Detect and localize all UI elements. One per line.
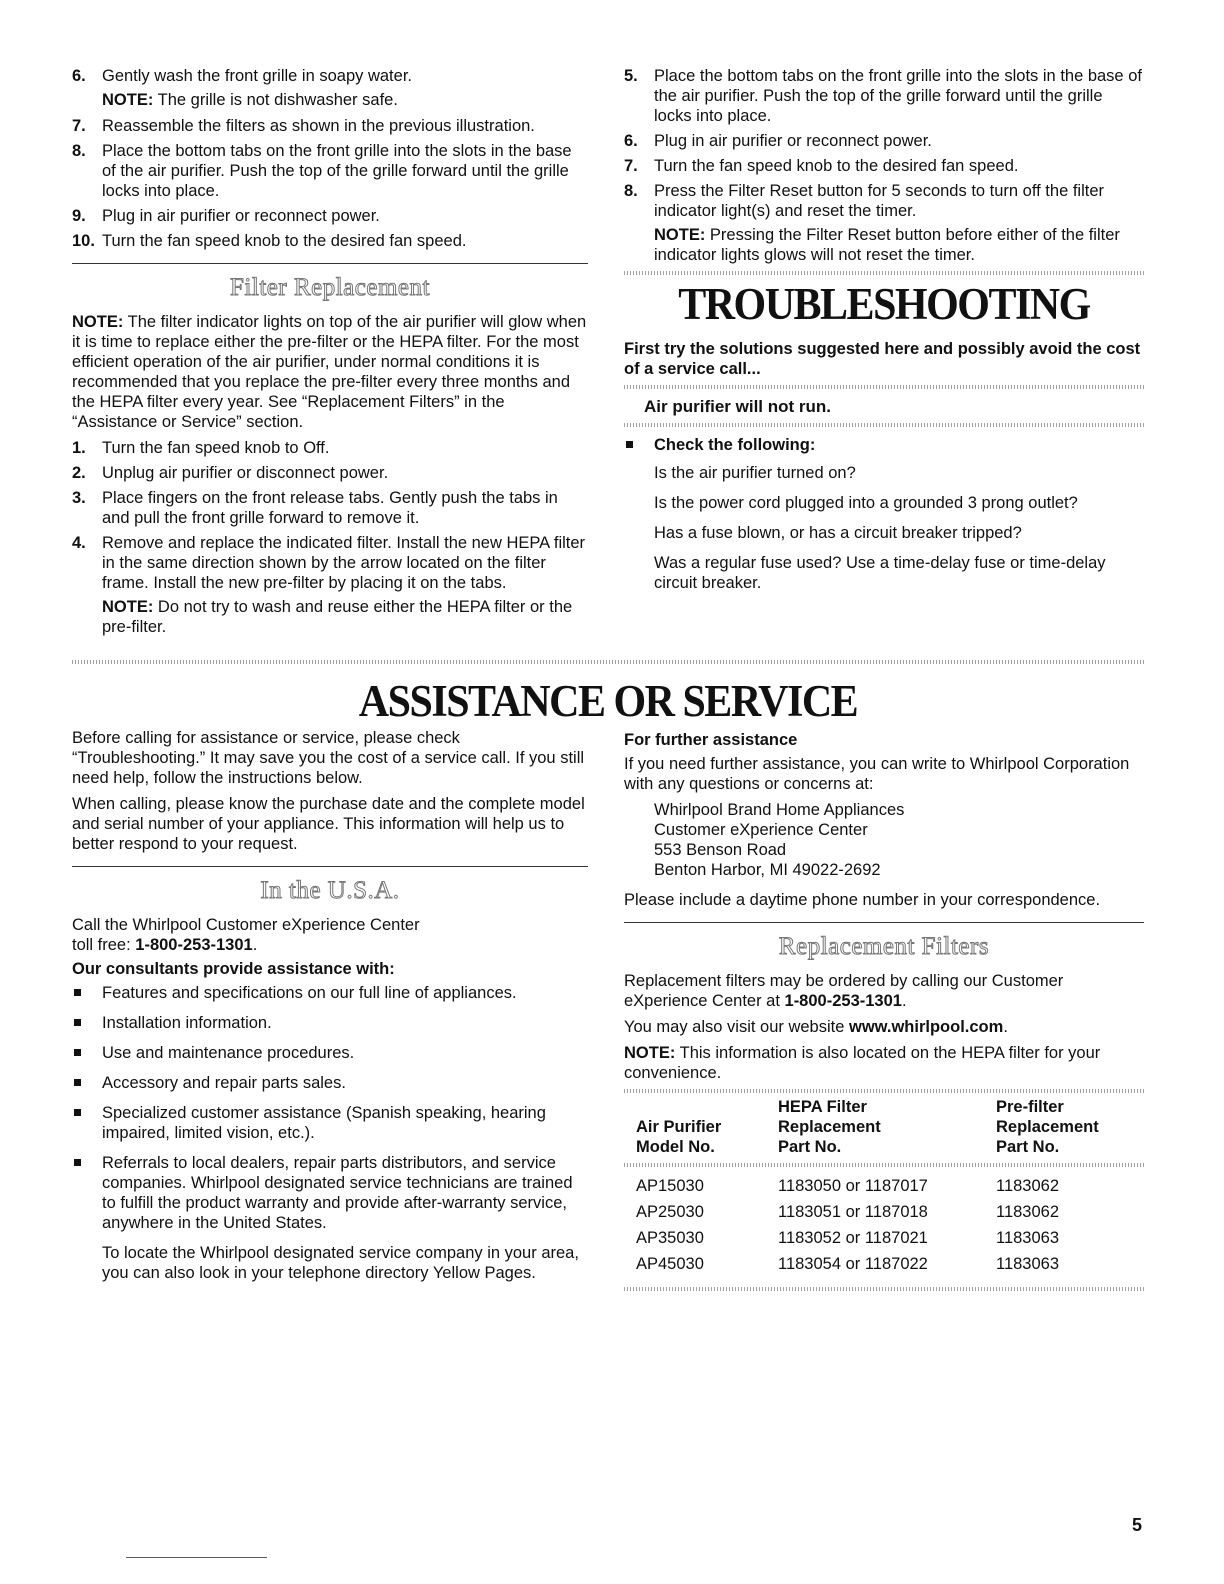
table-header-row — [624, 1097, 1144, 1163]
list-item: Specialized customer assistance (Spanish speaking, hearing impaired, limited vision, etc.). — [72, 1103, 588, 1143]
table-row: AP25030 1183051 or 1187018 1183062 — [636, 1203, 1060, 1221]
grille-note — [102, 90, 588, 110]
parts-table — [624, 1097, 1144, 1277]
note-text: This information is also located on the HEPA filter for your convenience. — [624, 1044, 1101, 1082]
check-item: Has a fuse blown, or has a circuit breaker tripped? — [654, 524, 1022, 542]
bottom-left-column — [72, 728, 588, 1293]
list-item — [624, 435, 1144, 593]
filter-note — [72, 312, 588, 432]
address-line: Customer eXperience Center — [654, 821, 868, 839]
header-hepa: HEPA Filter Replacement Part No. — [778, 1098, 881, 1156]
table-row: AP35030 1183052 or 1187021 1183063 — [636, 1229, 1060, 1247]
assistance-bullets — [72, 983, 588, 1283]
step-text: Press the Filter Reset button for 5 seconds to turn off the filter indicator light(s) and reset the timer. — [654, 182, 1105, 220]
top-right-column — [624, 66, 1144, 603]
step-text: Plug in air purifier or reconnect power. — [654, 132, 932, 150]
step-text: Remove and replace the indicated filter. Install the new HEPA filter in the same direction shown by the arrow located on the filter frame. Install the new pre-filter by placing it on the tabs. — [102, 534, 586, 592]
usa-heading: In the U.S.A. — [260, 877, 400, 904]
further-closing: Please include a daytime phone number in your correspondence. — [624, 891, 1101, 909]
further-assistance-label: For further assistance — [624, 731, 798, 749]
reset-note — [654, 225, 1144, 265]
step-text: Place fingers on the front release tabs. Gently push the tabs in and pull the front grille forward to remove it. — [102, 489, 558, 527]
list-item: 5. Place the bottom tabs on the front grille into the slots in the base of the air purifier. Push the top of the grille forward until the grille locks into place. — [624, 67, 1142, 125]
list-item: 8. Place the bottom tabs on the front grille into the slots in the base of the air purifier. Push the top of the grille forward until the grille locks into place. — [72, 142, 572, 200]
list-item: 2. Unplug air purifier or disconnect power. — [72, 464, 389, 482]
table-row: AP45030 1183054 or 1187022 1183063 — [636, 1255, 1060, 1273]
address-line: Benton Harbor, MI 49022-2692 — [654, 861, 881, 879]
list-item: 1. Turn the fan speed knob to Off. — [72, 439, 330, 457]
order-info: Replacement filters may be ordered by calling our Customer eXperience Center at 1-800-253-1301. — [624, 972, 1064, 1010]
assistance-para-2: When calling, please know the purchase date and the complete model and serial number of your appliance. This information will help us to better respond to your request. — [72, 795, 585, 853]
step-text: Turn the fan speed knob to the desired fan speed. — [102, 232, 467, 250]
filter-replacement-heading: Filter Replacement — [230, 274, 430, 301]
check-item: Is the power cord plugged into a grounded 3 prong outlet? — [654, 494, 1078, 512]
replacement-filters-heading: Replacement Filters — [778, 933, 990, 960]
check-item: Was a regular fuse used? Use a time-delay fuse or time-delay circuit breaker. — [654, 554, 1106, 592]
bottom-right-column — [624, 730, 1144, 1299]
phone-number: 1-800-253-1301 — [784, 992, 902, 1010]
list-item: 6. Gently wash the front grille in soapy water. NOTE: The grille is not dishwasher safe. — [72, 66, 588, 110]
note-text: Do not try to wash and reuse either the HEPA filter or the pre-filter. — [102, 598, 573, 636]
note-label: NOTE: — [102, 91, 154, 109]
page-number: 5 — [1131, 1515, 1142, 1535]
table-row: AP15030 1183050 or 1187017 1183062 — [636, 1177, 1060, 1195]
assistance-para-1: Before calling for assistance or service, please check “Troubleshooting.” It may save you the cost of a service call. If you still need help, follow the instructions below. — [72, 729, 585, 787]
step-text: Plug in air purifier or reconnect power. — [102, 207, 380, 225]
address-line: 553 Benson Road — [654, 841, 787, 859]
note-text: The grille is not dishwasher safe. — [153, 91, 398, 109]
step-text: Gently wash the front grille in soapy water. — [102, 67, 412, 85]
call-line-2-prefix: toll free: — [72, 936, 136, 954]
locate-text: To locate the Whirlpool designated service company in your area, you can also look in your telephone directory Yellow Pages. — [102, 1244, 579, 1282]
note-label: NOTE: — [102, 598, 154, 616]
address-line: Whirlpool Brand Home Appliances — [654, 801, 905, 819]
troubleshooting-intro: First try the solutions suggested here and possibly avoid the cost of a service call... — [624, 340, 1141, 378]
mailing-address — [624, 800, 1144, 880]
list-item: 3. Place fingers on the front release tabs. Gently push the tabs in and pull the front grille forward to remove it. — [72, 489, 558, 527]
note-text: Pressing the Filter Reset button before either of the filter indicator lights glows will not reset the timer. — [654, 226, 1120, 264]
call-info: Call the Whirlpool Customer eXperience Center toll free: 1-800-253-1301. — [72, 916, 420, 954]
dotted-divider — [624, 1163, 1144, 1167]
dotted-divider — [624, 271, 1144, 275]
list-item: Installation information. — [72, 1013, 588, 1033]
replacement-note — [624, 1043, 1144, 1083]
list-item: Features and specifications on our full line of appliances. — [72, 983, 588, 1003]
list-item: Use and maintenance procedures. — [72, 1043, 588, 1063]
assistance-heading: ASSISTANCE OR SERVICE — [358, 677, 858, 727]
filter-steps-list — [72, 438, 588, 637]
check-label: Check the following: — [654, 436, 816, 454]
dotted-divider — [624, 1089, 1144, 1093]
consultants-label: Our consultants provide assistance with: — [72, 960, 395, 978]
bullet-icon — [74, 1159, 81, 1166]
bullet-icon — [74, 1019, 81, 1026]
further-assistance-text: If you need further assistance, you can write to Whirlpool Corporation with any questions or concerns at: — [624, 755, 1130, 793]
check-item: Is the air purifier turned on? — [654, 464, 856, 482]
check-list — [624, 435, 1144, 593]
list-item: 8. Press the Filter Reset button for 5 seconds to turn off the filter indicator light(s) and reset the timer. NOTE: Pressing the Filter Reset button before either of the filter indicator lights glows will not reset the timer. — [624, 181, 1144, 265]
note-label: NOTE: — [624, 1044, 676, 1062]
footer-rule — [126, 1557, 267, 1558]
top-left-column — [72, 66, 588, 643]
section-divider — [72, 866, 588, 867]
list-item: 7. Turn the fan speed knob to the desired fan speed. — [624, 157, 1019, 175]
section-divider — [624, 922, 1144, 923]
header-model: Air Purifier Model No. — [636, 1118, 722, 1156]
problem-title: Air purifier will not run. — [644, 397, 831, 416]
dotted-divider — [624, 423, 1144, 427]
list-item: 6. Plug in air purifier or reconnect power. — [624, 132, 932, 150]
bullet-icon — [74, 1079, 81, 1086]
dotted-divider — [624, 385, 1144, 389]
call-line-1: Call the Whirlpool Customer eXperience Center — [72, 916, 420, 934]
step-text: Reassemble the filters as shown in the previous illustration. — [102, 117, 535, 135]
step-text: Place the bottom tabs on the front grille into the slots in the base of the air purifier. Push the top of the grille forward until the grille locks into place. — [102, 142, 572, 200]
list-item: Referrals to local dealers, repair parts distributors, and service companies. Whirlpool designated service technicians are trained to fulfill the product warranty and provide after-warranty service, anywhere in the United States. To locate the Whirlpool designated service company in your area, you can also look in your telephone directory Yellow Pages. — [72, 1153, 588, 1283]
note-label: NOTE: — [72, 313, 124, 331]
bullet-icon — [626, 441, 633, 448]
dotted-divider — [72, 660, 1144, 664]
website-link[interactable]: www.whirlpool.com — [849, 1018, 1004, 1036]
website-info: You may also visit our website www.whirlpool.com. — [624, 1018, 1008, 1036]
note-text: The filter indicator lights on top of the air purifier will glow when it is time to replace either the pre-filter or the HEPA filter. For the most efficient operation of the air purifier, under normal conditions it is recommended that you replace the pre-filter every three months and the HEPA filter every year. See “Replacement Filters” in the “Assistance or Service” section. — [72, 313, 587, 431]
step-text: Unplug air purifier or disconnect power. — [102, 464, 389, 482]
grille-steps-list — [72, 66, 588, 251]
bullet-icon — [74, 989, 81, 996]
note-label: NOTE: — [654, 226, 706, 244]
dotted-divider — [624, 1287, 1144, 1291]
phone-number: 1-800-253-1301 — [135, 936, 253, 954]
header-prefilter: Pre-filter Replacement Part No. — [996, 1098, 1099, 1156]
bullet-icon — [74, 1109, 81, 1116]
section-divider — [72, 263, 588, 264]
list-item: 10. Turn the fan speed knob to the desired fan speed. — [72, 232, 467, 250]
list-item: 9. Plug in air purifier or reconnect power. — [72, 207, 380, 225]
step-text: Turn the fan speed knob to the desired fan speed. — [654, 157, 1019, 175]
troubleshooting-heading: TROUBLESHOOTING — [678, 280, 1090, 330]
list-item: 7. Reassemble the filters as shown in the previous illustration. — [72, 117, 535, 135]
reset-steps-list — [624, 66, 1144, 265]
list-item: 4. Remove and replace the indicated filter. Install the new HEPA filter in the same direction shown by the arrow located on the filter frame. Install the new pre-filter by placing it on the tabs. NOTE: Do not try to wash and reuse either the HEPA filter or the pre-filter. — [72, 533, 588, 637]
wash-note — [102, 597, 588, 637]
bullet-icon — [74, 1049, 81, 1056]
step-text: Turn the fan speed knob to Off. — [102, 439, 330, 457]
list-item: Accessory and repair parts sales. — [72, 1073, 588, 1093]
step-text: Place the bottom tabs on the front grille into the slots in the base of the air purifier. Push the top of the grille forward until the grille locks into place. — [654, 67, 1142, 125]
